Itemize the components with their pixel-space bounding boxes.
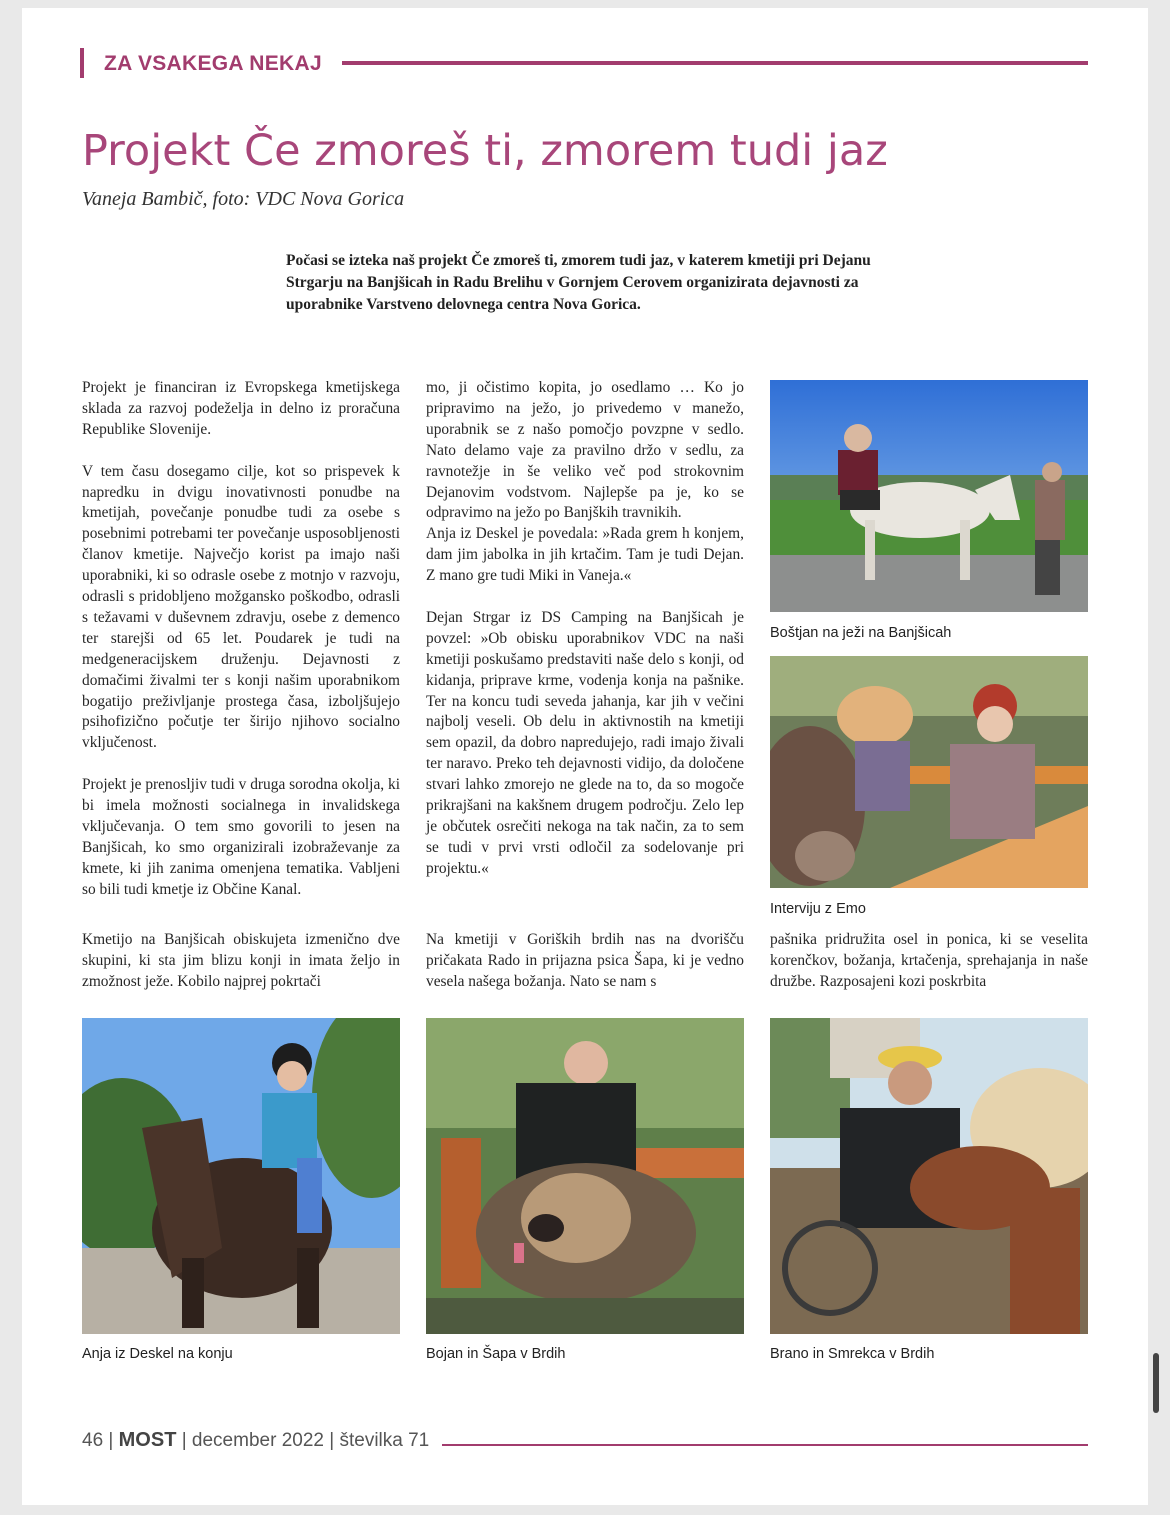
page-footer: 46 | MOST | december 2022 | številka 71	[82, 1429, 430, 1451]
paragraph: Projekt je financiran iz Evropskega kmetijskega sklada za razvoj podeželja in delno iz proračuna Republike Slovenije.	[82, 379, 400, 438]
section-label: ZA VSAKEGA NEKAJ	[104, 52, 322, 75]
article-title: Projekt Če zmoreš ti, zmorem tudi jaz	[82, 126, 888, 176]
bottom-column-3: pašnika pridružita osel in ponica, ki se veselita korenčkov, božanja, krtačenja, sprehajanja in naše družbe. Razposajeni kozi poskrbita	[770, 931, 1088, 990]
bottom-column-1: Kmetijo na Banjšicah obiskujeta izmenično dve skupini, ki sta jim blizu konji in imata željo in zmožnost ježe. Kobilo najprej pokrtači	[82, 931, 400, 990]
column-1	[82, 378, 400, 901]
article-lead: Počasi se izteka naš projekt Če zmoreš ti, zmorem tudi jaz, v katerem kmetiji pri Dejanu Strgarju na Banjšicah in Radu Brelihu v Gornjem Cerovem organizirata dejavnosti za uporabnike Varstveno delovnega centra Nova Gorica.	[286, 252, 871, 313]
issue-date: december 2022	[191, 1430, 324, 1451]
photo-bojan-dog	[426, 1018, 744, 1334]
column-2	[426, 378, 744, 880]
caption-photo-4: Bojan in Šapa v Brdih	[426, 1346, 566, 1362]
paragraph: V tem času dosegamo cilje, kot so prispevek k napredku in dvigu inovativnosti ponudbe na kmetijah, povečanje ponudbe tudi za osebe s posebnimi potrebami ter povečanje usposobljenosti članov kmetije. Največjo korist pa imajo naši uporabniki, ki so odrasle osebe z motnjo v razvoju, odrasli s pridobljeno možgansko poškodbo, odrasli s težavami v duševnem zdravju, osebe z demenco ter starejši od 65 let. Poudarek je tudi na medgeneracijskem druženju. Dejavnosti z domačimi živalmi ter s konji našim uporabnikom bogatijo preživljanje prostega časa, izboljšujejo psihofizično počutje ter širijo njihovo socialno vključenost.	[82, 462, 400, 752]
paragraph: mo, ji očistimo kopita, jo osedlamo … Ko jo pripravimo na ježo, jo privedemo v manežo, uporabnik se z našo pomočjo povzpne v sedlo. Nato delamo vaje za pravilno držo v sedlu, za ravnotežje in še veliko več pod strokovnim Dejanovim vodstvom. Najlepše pa je, ko se odpravimo na ježo po Banjških travnikih.	[426, 379, 744, 522]
caption-photo-2: Interviju z Emo	[770, 901, 866, 917]
caption-photo-3: Anja iz Deskel na konju	[82, 1346, 233, 1362]
caption-photo-5: Brano in Smrekca v Brdih	[770, 1346, 935, 1362]
paragraph: Dejan Strgar iz DS Camping na Banjšicah je povzel: »Ob obisku uporabnikov VDC na naši kmetiji poskušamo predstaviti naše delo s konji, od kidanja, priprave krme, vodenja konja na pašnike. Ter na koncu tudi seveda jahanja, kar jih v večini najbolj veseli. Ob delu in aktivnostih na kmetiji sem opazil, da dobro napredujejo, radi imajo živali ter naravo. Preko teh dejavnosti vidijo, da določene stvari lahko zmorejo ne glede na to, da so mogoče prikrajšani na kakšnem drugem področju. Zelo lep je občutek osrečiti nekoga na tak način, za to sem se tudi v prvi vrsti odločil za sodelovanje pri projektu.«	[426, 608, 744, 877]
photo-interview-ema	[770, 656, 1088, 888]
caption-photo-1: Boštjan na ježi na Banjšicah	[770, 625, 952, 641]
article-byline: Vaneja Bambič, foto: VDC Nova Gorica	[82, 188, 405, 210]
bottom-column-2: Na kmetiji v Goriških brdih nas na dvorišču pričakata Rado in prijazna psica Šapa, ki je vedno vesela našega božanja. Nato se nam s	[426, 931, 744, 990]
photo-bostjan-riding	[770, 380, 1088, 612]
issue-number: številka 71	[339, 1430, 430, 1451]
paragraph: Anja iz Deskel je povedala: »Rada grem h konjem, dam jim jabolka in jih krtačim. Tam je tudi Dejan. Z mano gre tudi Miki in Vaneja.«	[426, 525, 744, 585]
footer-rule	[442, 1444, 1088, 1446]
photo-anja-horse	[82, 1018, 400, 1334]
paragraph: Projekt je prenosljiv tudi v druga sorodna okolja, ki bi imela možnosti socialnega in invalidskega vključevanja. O tem smo govorili to jesen na Banjšicah, ko smo organizirali izobraževanje za kmete, ki jih zanima omenjena tematika. Vabljeni so bili tudi kmetje iz Občine Kanal.	[82, 776, 400, 898]
section-bar	[80, 48, 84, 78]
section-rule	[342, 61, 1088, 65]
page-number: 46	[82, 1430, 104, 1451]
scrollbar-thumb[interactable]	[1153, 1353, 1159, 1413]
magazine-name: MOST	[118, 1429, 177, 1451]
photo-brano-pony	[770, 1018, 1088, 1334]
